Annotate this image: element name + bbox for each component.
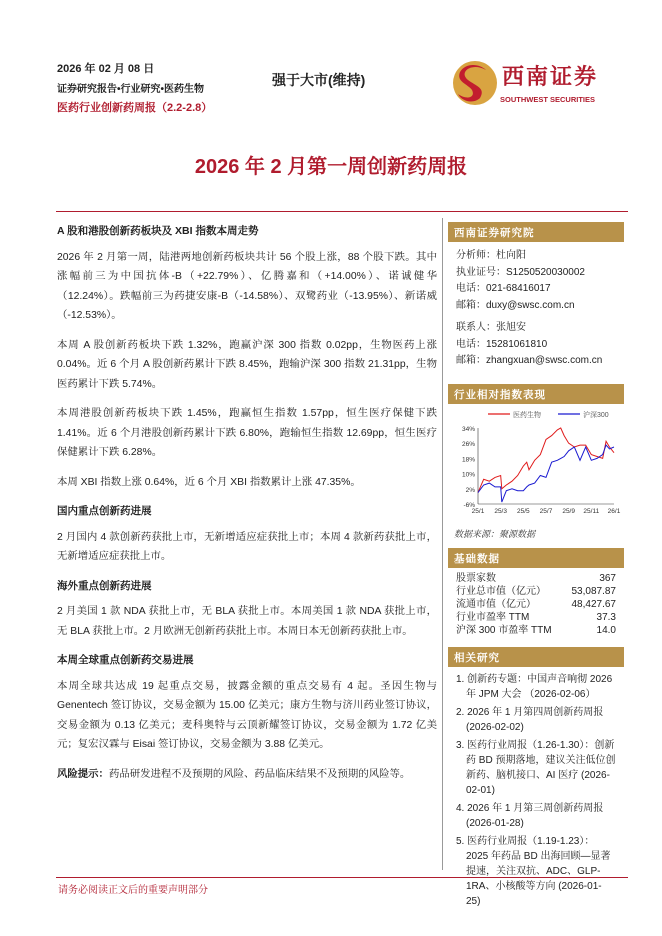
paragraph: 本周港股创新药板块下跌 1.45%，跑赢恒生指数 1.57pp，恒生医疗保健下跌 1.41%。近 6 个月港股创新药累计下跌 6.80%，跑输恒生指数 12.69pp，恒生医疗保健累计下跌 6.28%。 [57,408,437,458]
analyst-info [448,242,624,376]
analyst-email: 邮箱：duxy@swsc.com.cn [456,299,575,311]
x-tick-label: 25/1 [471,507,485,515]
y-tick-label: 2% [465,486,475,494]
related-item[interactable]: 2. 2026 年 1 月第四周创新药周报 (2026-02-02) [456,706,604,733]
y-tick-label: 18% [461,455,475,463]
x-tick-label: 25/3 [494,507,507,515]
analyst-license: 执业证号：S1250520030002 [456,266,585,278]
report-subtitle: 医药行业创新药周报（2.2-2.8） [57,102,213,114]
report-date: 2026 年 02 月 08 日 [57,63,155,75]
basic-data-heading: 基础数据 [448,548,624,568]
row-key: 行业总市值（亿元） [456,585,546,597]
institute-heading: 西南证券研究院 [448,222,624,242]
basic-data-table [448,568,624,637]
logo-text: 西南证券 [502,64,599,89]
rating: 强于大市(维持) [272,72,366,88]
paragraph: 2 月美国 1 款 NDA 获批上市，无 BLA 获批上市。本周美国 1 款 NDA 获批上市，无 BLA 获批上市。2 月欧洲无创新药获批上市。本周日本无创新药获批上市。 [57,606,437,637]
paragraph: 本周全球共达成 19 起重点交易，披露金额的重点交易有 4 起。圣因生物与 Genentech 签订协议，交易金额为 15.00 亿美元；康方生物与济川药业签订协议，交易金额为 0.13 亿美元；麦科奥特与云顶新耀签订协议，交易金额为 1.72 亿美元；复宏汉霖与 Eisai 签订协议，交易金额为 3.88 亿美元。 [57,680,437,750]
row-value: 48,427.67 [571,598,616,610]
paragraph: 2026 年 2 月第一周，陆港两地创新药板块共计 56 个股上涨，88 个股下跌。其中涨幅前三为中国抗体-B（+22.79%）、亿腾嘉和（+14.00%）、诺诚健华（12.24%）。跌幅前三为药捷安康-B（-14.58%）、双鹭药业（-13.95%）、新诺威（-12.53%）。 [57,251,437,321]
related-item[interactable]: 1. 创新药专题：中国声音响彻 2026 年 JPM 大会 （2026-02-06） [456,673,613,700]
y-tick-label: 10% [461,471,475,479]
basic-data-row [448,572,624,585]
paragraph: 2 月国内 4 款创新药获批上市，无新增适应症获批上市；本周 4 款新药获批上市，无新增适应症获批上市。 [57,531,437,562]
y-tick-label: -6% [463,501,475,509]
contact-name: 联系人：张旭安 [456,322,526,333]
relative-index-chart [448,404,624,522]
x-tick-label: 26/1 [607,507,621,515]
risk-text: 药品研发进程不及预期的风险、药品临床结果不及预期的风险等。 [108,768,411,780]
row-key: 行业市盈率 TTM [456,611,530,623]
section-heading: 本周全球重点创新药交易进展 [57,654,194,666]
related-research-list [448,667,624,917]
page-title: 2026 年 2 月第一周创新药周报 [194,156,468,178]
chart-heading: 行业相对指数表现 [448,384,624,404]
basic-data-row [448,598,624,611]
report-category: 证券研究报告•行业研究•医药生物 [57,84,205,95]
section-heading: 海外重点创新药进展 [57,579,152,592]
paragraph: 本周 XBI 指数上涨 0.64%，近 6 个月 XBI 指数累计上涨 47.35%。 [57,476,361,488]
footer-divider [56,877,628,878]
legend-label: 沪深300 [583,411,609,419]
row-key: 流通市值（亿元） [456,598,536,610]
legend-label: 医药生物 [513,411,541,419]
y-tick-label: 34% [461,425,475,433]
section-heading: A 股和港股创新药板块及 XBI 指数本周走势 [57,225,259,237]
x-tick-label: 25/7 [539,507,553,515]
related-item[interactable]: 4. 2026 年 1 月第三周创新药周报 (2026-01-28) [456,802,604,829]
risk-label: 风险提示： [57,768,109,780]
chart-source: 数据来源：聚源数据 [454,528,536,539]
row-value: 53,087.87 [571,585,616,597]
logo-icon [452,58,498,108]
logo-english: SOUTHWEST SECURITIES [500,95,596,104]
y-tick-label: 26% [461,440,475,448]
column-divider [442,218,443,870]
x-tick-label: 25/5 [517,507,530,515]
related-item[interactable]: 5. 医药行业周报（1.19-1.23）：2025 年药品 BD 出海回顾—显著提速，关注双抗、ADC、GLP-1RA、小核酸等方向 (2026-01-25) [456,835,611,907]
section-heading: 国内重点创新药进展 [57,505,152,517]
row-key: 沪深 300 市盈率 TTM [456,624,552,636]
row-value: 367 [599,572,616,584]
footer-disclaimer: 请务必阅读正文后的重要声明部分 [58,885,208,896]
analyst-name: 分析师：杜向阳 [456,250,526,261]
row-value: 14.0 [596,624,616,636]
main-content [57,220,437,794]
x-tick-label: 25/11 [583,507,600,515]
risk-note [57,765,437,785]
series-line-pharma [478,428,614,493]
series-line-csi300 [478,445,614,502]
header-divider [56,211,628,212]
paragraph: 本周 A 股创新药板块下跌 1.32%，跑赢沪深 300 指数 0.02pp，生物医药上涨 0.04%。近 6 个月 A 股创新药累计下跌 8.45%，跑输沪深 300 指数 21.31pp，生物医药累计下跌 5.74%。 [57,339,437,390]
contact-email: 邮箱：zhangxuan@swsc.com.cn [456,355,603,366]
related-research-heading: 相关研究 [448,647,624,667]
basic-data-row [448,585,624,598]
contact-phone: 电话：15281061810 [456,338,548,350]
row-value: 37.3 [596,611,616,623]
basic-data-row [448,611,624,624]
analyst-phone: 电话：021-68416017 [456,283,551,294]
sidebar [448,222,624,917]
row-key: 股票家数 [456,572,496,584]
basic-data-row [448,624,624,637]
x-tick-label: 25/9 [562,507,575,515]
related-item[interactable]: 3. 医药行业周报（1.26-1.30）：创新药 BD 预期落地，建议关注低位创新药、脑机接口、AI 医疗 (2026-02-01) [456,739,616,796]
